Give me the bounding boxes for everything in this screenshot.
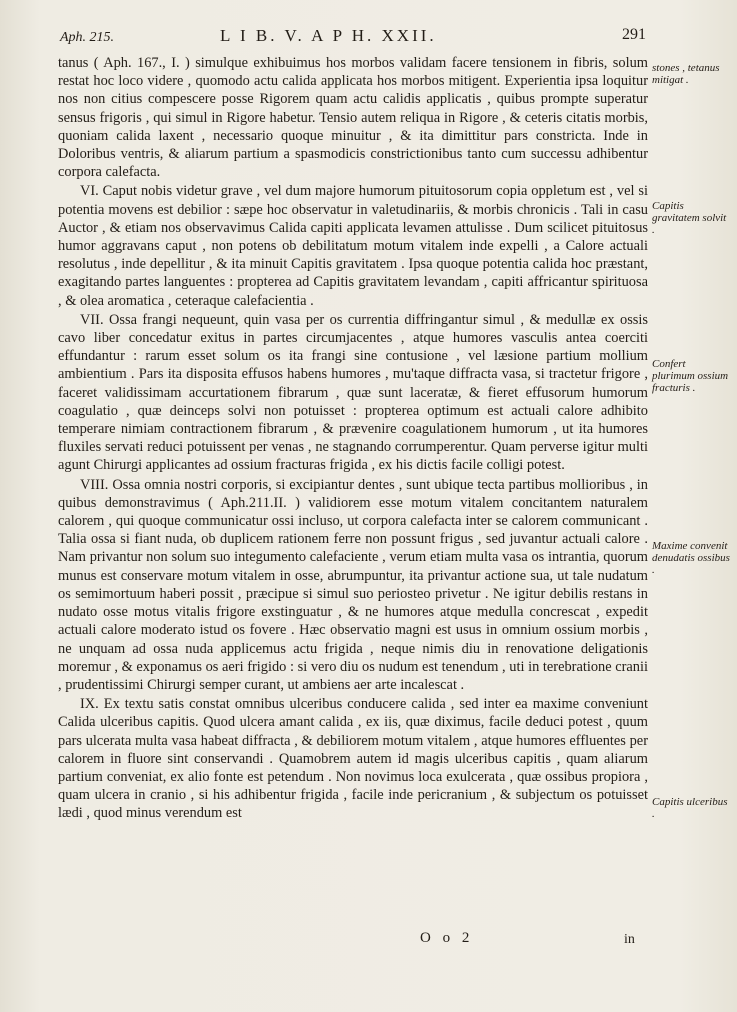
paragraph-viii: VIII. Ossa omnia nostri corporis, si excipiantur dentes , sunt ubique tecta partibus mollioribus , in quibus demonstravimus ( Aph.211.II. ) validiorem esse motum vitalem concitantem naturalem calorem , qui quoque communicatur ossi inclusо, ut corpora calefacta inter se calorem communicant . Talia ossa si fiant nuda, ob duplicem rationem ferre non possunt frigus , sed juvantur actuali calore . Nam privantur non solum suo integumento calefaciente , verum etiam multa vasa os intrantia, quorum munus est conservare motum vitalem in osse, abrumpuntur, ita privantur actione sua, ut tale nudatum os semimortuum haberi possit , præcipue si simul suo periosteo privetur . Ne igitur debilis restans in nudato osse motus vitalis frigore exstinguatur , & ne humores atque medulla concrescat , expedit actuali calore moderato istud os fovere . Hæc observatio magni est usus in omnium ossium morbis , ne unquam ad ossa nuda applicemus actu frigida , neque nimis diu in renovatione deligationis moremur , & exponamus os aeri frigido : si vero diu os nudum est tenendum , uti in terebratione cranii , prudentissimi Chirurgi semper curant, ut ambiens aer arte incalescat .	[58, 476, 648, 693]
catchword: in	[624, 932, 635, 947]
paragraph-ix: IX. Ex textu satis constat omnibus ulceribus conducere calida , sed inter ea maxime conveniunt Calida ulceribus capitis. Quod ulcera amant calida , ex iis, quæ diximus, facile deduci potest , quum pars ulcerata multa vasa habeat diffracta , & debiliorem motum vitalem , atque humores effluentes per calorem in fluore sint conservandi . Quamobrem autem id magis ulceribus capitis , quam aliarum partium conveniat, ex alio fonte est petendum . Non novimus loca exulcerata , quæ ossibus propiora , quam ulcera in cranio , si his adhibentur frigida , facile inde pericranium , & subjectum os potuisset lædi , quod minus verendum est	[58, 696, 648, 822]
running-header	[60, 26, 646, 50]
header-title: L I B. V. A P H. XXII.	[220, 26, 437, 45]
margin-note-fracturis: Confert plurimum ossium fracturis .	[652, 358, 729, 394]
margin-note-denudatis: Maxime convenit denudatis ossibus .	[652, 540, 730, 576]
margin-note-tetanus: stones , tetanus mitigat .	[652, 62, 720, 86]
signature-mark: O o 2	[420, 930, 474, 946]
page-number: 291	[622, 26, 646, 43]
paragraph-continuation: tanus ( Aph. 167., I. ) simulque exhibuimus hos morbos validam facere tensionem in fibris, solum restat hoc loco videre , quomodo actu calida applicata hos morbos mitigent. Experientia ipsa loquitur nos non citius compescere posse Rigorem quam actu calidis applicatis , quibus prompte superatur sensus frigoris , qui simul in Rigore habetur. Tensio autem reliqua in Rigore , & ceteris citatis morbis, quoniam calida laxent , necessario quoque minuitur , & ita dimittitur pars constricta. Inde in Doloribus ventris, & aliarum partium a spasmodicis constrictionibus tanto cum successu adhibentur corpora calefacta.	[58, 55, 648, 181]
margin-note-ulceribus: Capitis ulceribus .	[652, 796, 728, 820]
main-text	[58, 54, 648, 823]
header-aphorism-ref: Aph. 215.	[60, 30, 115, 45]
paragraph-vii: VII. Ossa frangi nequeunt, quin vasa per os currentia diffringantur simul , & medullæ ex ossis cavo liber concedatur exitus in partes circumjacentes , atque humores vasculis antea coerciti effundantur : rarum esset solum os ita frangi sine contusione , vel læsione partium mollium ambientium . Pars ita disposita effusos habens humores , mu'taque diffracta vasa, si tractetur frigore , faceret validissimam accurtationem fibrarum , quæ sunt laceratæ, & fieret effusorum humorum coagulatio , quæ deinceps solvi non potuisset : propterea optimum est actuali calore adhibito temperare nimiam contractionem fibrarum , & prævenire coagulationem humorum , ut ita humores fluxiles servati reduci potuissent per venas , ne stagnando corrumperentur. Quam perverse igitur multi agunt Chirurgi applicantes ad ossium fracturas frigida , ex his dictis facile colligi potest.	[58, 311, 648, 474]
paragraph-vi: VI. Caput nobis videtur grave , vel dum majore humorum pituitosorum copia oppletum est , vel si potentia movens est debilior : sæpe hoc observatur in valetudinariis, & morbis chronicis . Tali in casu Auctor , & etiam nos observavimus Calida capiti applicata levamen attulisse . Dum scilicet pituitosus humor aggravans caput , non potens ob debilitatum motum vitalem inde expelli , a Calore actuali resolutus , inde depellitur , & ita minuit Capitis gravitatem . Ipsa quoque potentia calida hoc præstant, exagitando partes languentes : propterea ad Capitis gravitatem levandam , capiti affricantur spirituosa , & olea aromatica , ceteraque calefacientia .	[58, 183, 648, 309]
margin-note-capitis-gravitatem: Capitis gravitatem solvit .	[652, 200, 727, 236]
